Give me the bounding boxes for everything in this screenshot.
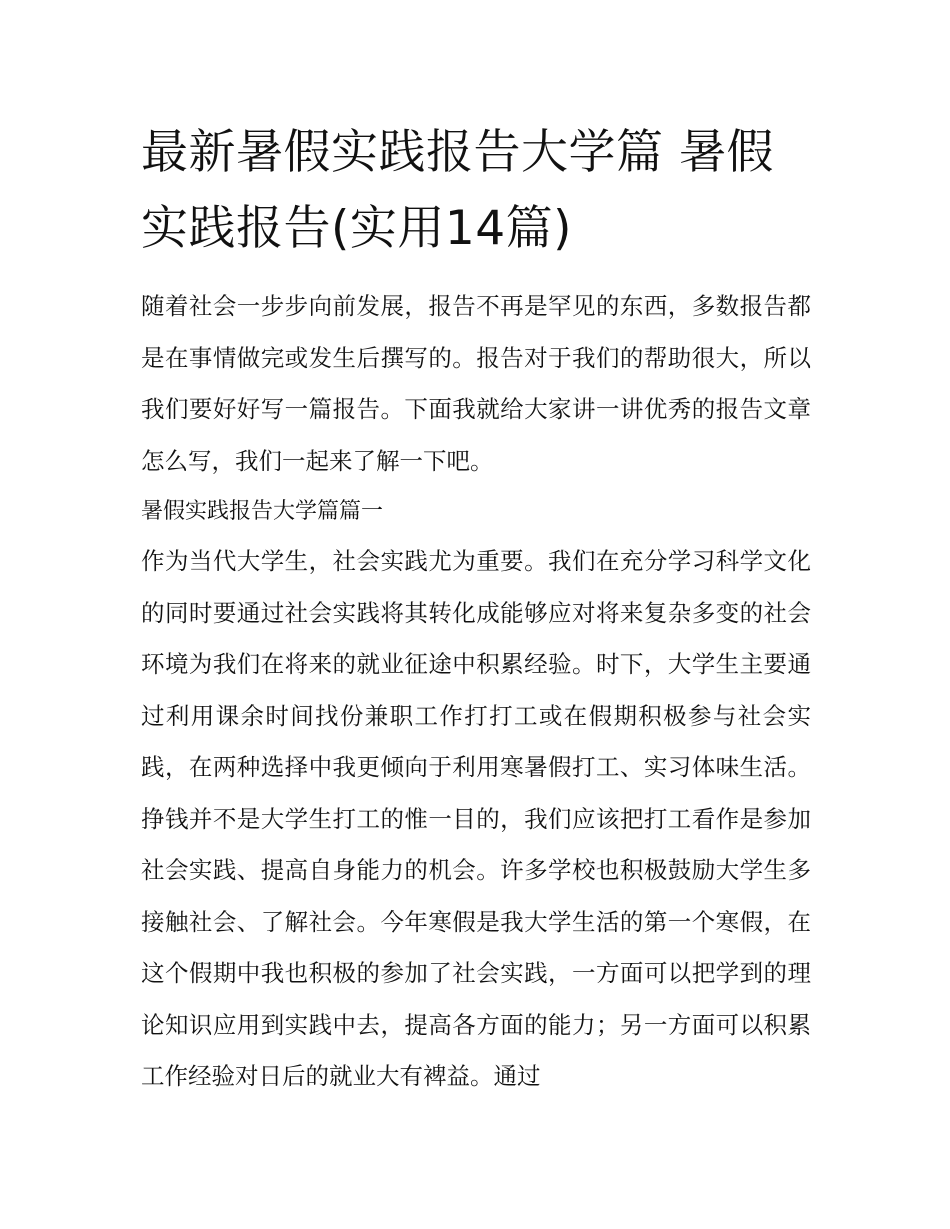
body-paragraph: 作为当代大学生，社会实践尤为重要。我们在充分学习科学文化的同时要通过社会实践将其转化成能够应对将来复杂多变的社会环境为我们在将来的就业征途中积累经验。时下，大学生主要通过利用课余时间找份兼职工作打打工或在假期积极参与社会实践，在两种选择中我更倾向于利用寒暑假打工、实习体味生活。挣钱并不是大学生打工的惟一目的，我们应该把打工看作是参加社会实践、提高自身能力的机会。许多学校也积极鼓励大学生多接触社会、了解社会。今年寒假是我大学生活的第一个寒假，在这个假期中我也积极的参加了社会实践，一方面可以把学到的理论知识应用到实践中去，提高各方面的能力；另一方面可以积累工作经验对日后的就业大有裨益。通过 bbox=[141, 547, 811, 1090]
document-content bbox=[141, 115, 811, 1103]
document-title: 最新暑假实践报告大学篇 暑假实践报告(实用14篇) bbox=[141, 125, 774, 256]
intro-paragraph: 随着社会一步步向前发展，报告不再是罕见的东西，多数报告都是在事情做完或发生后撰写的。报告对于我们的帮助很大，所以我们要好好写一篇报告。下面我就给大家讲一讲优秀的报告文章怎么写，我们一起来了解一下吧。 bbox=[141, 292, 811, 475]
section-heading: 暑假实践报告大学篇篇一 bbox=[141, 499, 384, 524]
